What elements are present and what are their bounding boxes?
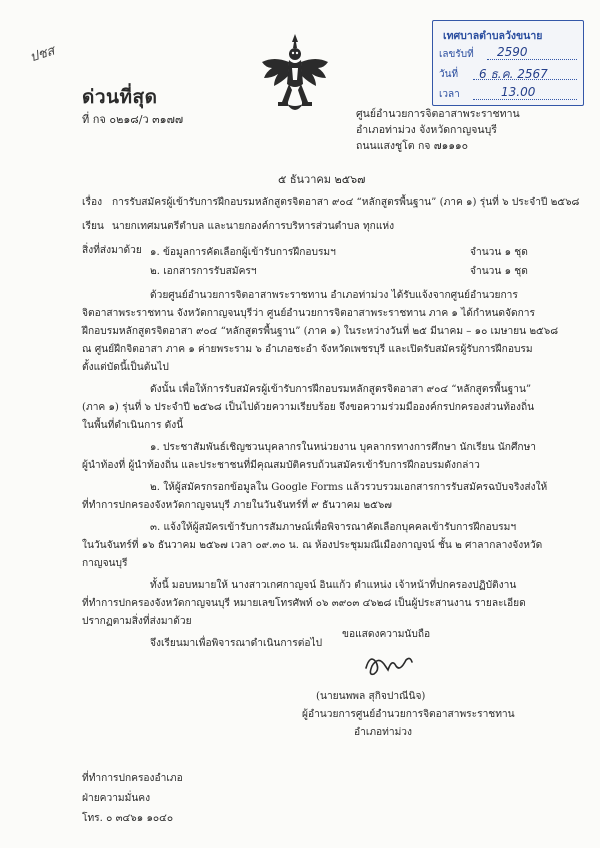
enclosure-item: ๑. ข้อมูลการคัดเลือกผู้เข้ารับการฝึกอบรมฯ [150, 247, 336, 258]
stamp-date-label: วันที่ [439, 69, 459, 80]
stamp-received-no: 2590 [497, 45, 528, 59]
subject-label: เรื่อง [82, 197, 103, 208]
body-line: (ภาค ๑) รุ่นที่ ๖ ประจำปี ๒๕๖๘ เป็นไปด้วยความเรียบร้อย จึงขอความร่วมมือองค์กรปกครองส่วนท้องถิ่น [82, 402, 535, 413]
sender-line: ศูนย์อำนวยการจิตอาสาพระราชทาน [356, 108, 520, 120]
receipt-stamp [432, 20, 584, 106]
stamp-time-label: เวลา [439, 89, 460, 100]
enclosure-qty: จำนวน ๑ ชุด [470, 266, 528, 277]
signatory-title: อำเภอท่าม่วง [354, 727, 413, 738]
body-line: ตั้งแต่บัดนี้เป็นต้นไป [82, 362, 169, 373]
body-line: ณ ศูนย์ฝึกจิตอาสา ภาค ๑ ค่ายพระราม ๖ อำเภอชะอำ จังหวัดเพชรบุรี และเปิดรับสมัครผู้รับการฝึกอบรม [82, 344, 533, 355]
step-3-line: ในวันจันทร์ที่ ๑๖ ธันวาคม ๒๕๖๗ เวลา ๐๙.๓๐ น. ณ ห้องประชุมมณีเมืองกาญจน์ ชั้น ๒ ศาลากลางจังหวัด [82, 540, 543, 551]
urgency-label: ด่วนที่สุด [82, 86, 158, 108]
stamp-time: 13.00 [501, 85, 536, 99]
recipient-text: นายกเทศมนตรีตำบล และนายกองค์การบริหารส่วนตำบล ทุกแห่ง [112, 221, 395, 232]
step-2-line: ๒. ให้ผู้สมัครกรอกข้อมูลใน Google Forms แล้วรวบรวมเอกสารการรับสมัครฉบับจริงส่งให้ [150, 482, 548, 493]
handwritten-note: ปชส [28, 43, 57, 66]
enclosures-label: สิ่งที่ส่งมาด้วย [82, 245, 142, 256]
sender-address [356, 106, 520, 154]
footer-unit: ฝ่ายความมั่นคง [82, 793, 151, 804]
signatory-name: (นายนพพล สุกิจปาณีนิจ) [316, 691, 426, 702]
step-1-line: ผู้นำท้องที่ ผู้นำท้องถิ่น และประชาชนที่มีคุณสมบัติครบถ้วนสมัครเข้ารับการฝึกอบรมดังกล่าว [82, 460, 480, 471]
body-line: จิตอาสาพระราชทาน จังหวัดกาญจนบุรีว่า ศูนย์อำนวยการจิตอาสาพระราชทาน ภาค ๑ ได้กำหนดจัดการ [82, 308, 535, 319]
salutation: ขอแสดงความนับถือ [342, 629, 431, 640]
body-line: ด้วยศูนย์อำนวยการจิตอาสาพระราชทาน อำเภอท่าม่วง ได้รับแจ้งจากศูนย์อำนวยการ [150, 290, 518, 301]
sender-line: อำเภอท่าม่วง จังหวัดกาญจนบุรี [356, 124, 497, 136]
body-line: ฝึกอบรมหลักสูตรจิตอาสา ๙๐๔ “หลักสูตรพื้นฐาน” (ภาค ๑) ในระหว่างวันที่ ๒๕ มีนาคม – ๑๐ เมษายน ๒๕๖๘ [82, 326, 559, 337]
body-line: ปรากฏตามสิ่งที่ส่งมาด้วย [82, 616, 192, 627]
enclosure-item: ๒. เอกสารการรับสมัครฯ [150, 266, 257, 277]
body-line: ในพื้นที่ดำเนินการ ดังนี้ [82, 420, 184, 431]
body-line: ทั้งนี้ มอบหมายให้ นางสาวเกศกาญจน์ อินแก้ว ตำแหน่ง เจ้าหน้าที่ปกครองปฏิบัติงาน [150, 580, 517, 591]
signatory-title: ผู้อำนวยการศูนย์อำนวยการจิตอาสาพระราชทาน [302, 709, 515, 720]
document-date: ๕ ธันวาคม ๒๕๖๗ [278, 173, 366, 186]
step-3-line: ๓. แจ้งให้ผู้สมัครเข้ารับการสัมภาษณ์เพื่อพิจารณาคัดเลือกบุคคลเข้ารับการฝึกอบรมฯ [150, 522, 517, 533]
footer-office: ที่ทำการปกครองอำเภอ [82, 773, 183, 784]
step-1-line: ๑. ประชาสัมพันธ์เชิญชวนบุคลากรในหน่วยงาน บุคลากรทางการศึกษา นักเรียน นักศึกษา [150, 442, 537, 453]
closing-request: จึงเรียนมาเพื่อพิจารณาดำเนินการต่อไป [150, 638, 323, 649]
document-number: ที่ กจ ๐๒๑๘/ว ๓๑๗๗ [82, 113, 184, 126]
sender-line: ถนนแสงชูโต กจ ๗๑๑๑๐ [356, 140, 469, 152]
step-3-line: กาญจนบุรี [82, 558, 128, 569]
footer-phone: โทร. ๐ ๓๔๖๑ ๑๐๔๐ [82, 813, 174, 824]
enclosure-qty: จำนวน ๑ ชุด [470, 247, 528, 258]
stamp-org: เทศบาลตำบลวังขนาย [443, 30, 543, 42]
body-line: ที่ทำการปกครองจังหวัดกาญจนบุรี หมายเลขโทรศัพท์ ๐๖ ๓๙๐๓ ๔๖๒๘ เป็นผู้ประสานงาน รายละเอียด [82, 598, 526, 609]
stamp-date: 6 ธ.ค. 2567 [479, 67, 548, 81]
subject-text: การรับสมัครผู้เข้ารับการฝึกอบรมหลักสูตรจิตอาสา ๙๐๔ “หลักสูตรพื้นฐาน” (ภาค ๑) รุ่นที่ ๖ ประจำปี ๒๕๖๘ [112, 197, 580, 208]
recipient-label: เรียน [82, 221, 104, 232]
stamp-received-no-label: เลขรับที่ [439, 49, 474, 60]
signature-icon [360, 648, 416, 680]
body-line: ดังนั้น เพื่อให้การรับสมัครผู้เข้ารับการฝึกอบรมหลักสูตรจิตอาสา ๙๐๔ “หลักสูตรพื้นฐาน” [150, 384, 532, 395]
garuda-emblem-icon [258, 32, 332, 118]
step-2-line: ที่ทำการปกครองจังหวัดกาญจนบุรี ภายในวันจันทร์ที่ ๙ ธันวาคม ๒๕๖๗ [82, 500, 392, 511]
